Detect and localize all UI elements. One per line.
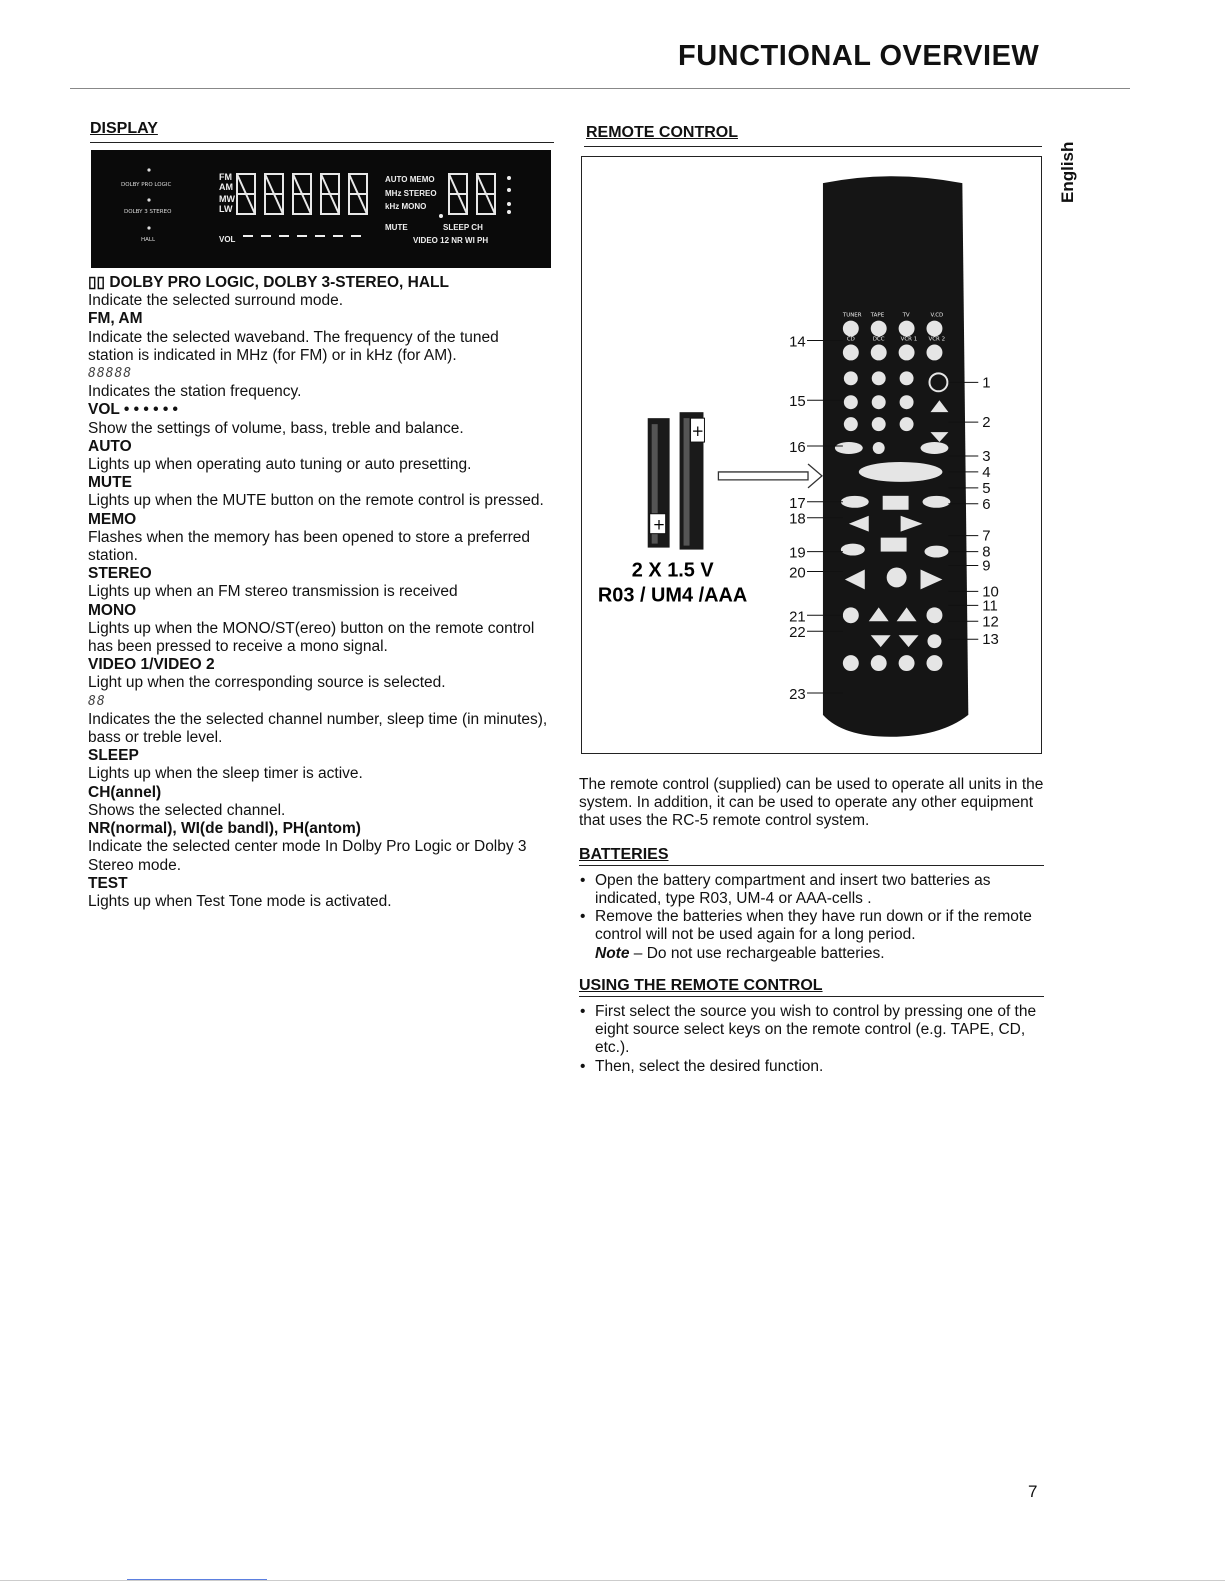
remote-heading-rule <box>584 146 1042 147</box>
remote-illustration <box>581 156 1042 754</box>
batteries-note-text: – Do not use rechargeable batteries. <box>633 944 885 962</box>
using-bullet-1: • First select the source you wish to control by pressing one of the eight source select keys on the remote control (e.g. TAPE, CD, etc.). <box>579 1003 1044 1058</box>
panel-band-lw: LW <box>219 204 233 214</box>
callout-7: 7 <box>982 527 991 545</box>
footer-rule <box>0 1580 1225 1581</box>
entry-desc-center-mode: Indicate the selected center mode In Dolby Pro Logic or Dolby 3 Stereo mode. <box>88 838 527 874</box>
panel-label-dolby-pro-logic: DOLBY PRO LOGIC <box>121 182 172 188</box>
entry-term-video: VIDEO 1/VIDEO 2 <box>88 656 215 674</box>
panel-band-am: AM <box>219 182 233 192</box>
entry-term-fm-am: FM, AM <box>88 310 143 328</box>
using-heading-rule <box>579 996 1044 997</box>
panel-label-hall: HALL <box>141 237 156 243</box>
key-label-vcr2: VCR 2 <box>928 336 946 343</box>
panel-frequency-digits <box>237 174 495 214</box>
key-label-tape: TAPE <box>870 312 885 319</box>
display-heading: DISPLAY <box>90 120 158 137</box>
panel-bottom-row: VIDEO 12 NR WI PH <box>413 236 489 245</box>
entry-term-frequency: 88888 <box>88 366 133 382</box>
key-label-cd: CD <box>846 336 855 343</box>
panel-sleep-ch: SLEEP CH <box>443 223 483 232</box>
panel-mhz-stereo: MHz STEREO <box>385 189 437 198</box>
display-panel-svg <box>91 150 551 268</box>
key-label-dcc: DCC <box>872 336 885 343</box>
remote-description <box>579 776 1044 1076</box>
entry-term-dolby: ▯▯ DOLBY PRO LOGIC, DOLBY 3-STEREO, HALL <box>88 274 449 291</box>
callout-12: 12 <box>982 613 999 631</box>
entry-term-channel: CH(annel) <box>88 783 162 801</box>
callout-20: 20 <box>789 564 806 582</box>
callout-1: 1 <box>982 374 991 392</box>
panel-band-mw: MW <box>219 194 235 204</box>
entry-desc-test: Lights up when Test Tone mode is activated. <box>88 892 392 910</box>
entry-desc-mute: Lights up when the MUTE button on the remote control is pressed. <box>88 492 544 510</box>
language-tab-label: English <box>1058 141 1077 203</box>
entry-term-test: TEST <box>88 874 128 892</box>
entry-term-stereo: STEREO <box>88 565 152 583</box>
callout-6: 6 <box>982 495 991 513</box>
batteries-note-label: Note <box>595 944 630 962</box>
using-heading: USING THE REMOTE CONTROL <box>579 976 823 994</box>
key-label-tuner: TUNER <box>842 312 862 319</box>
entry-term-sleep: SLEEP <box>88 747 139 765</box>
key-label-vcr1: VCR 1 <box>900 336 918 343</box>
page-title: FUNCTIONAL OVERVIEW <box>678 40 1040 72</box>
callout-19: 19 <box>789 544 806 562</box>
entry-desc-frequency: Indicates the station frequency. <box>88 383 302 401</box>
language-tab <box>1050 118 1095 218</box>
panel-vol: VOL <box>219 235 236 244</box>
entry-desc-channel: Shows the selected channel. <box>88 801 286 819</box>
using-list <box>579 1003 1044 1076</box>
callout-17: 17 <box>789 494 806 512</box>
remote-body <box>823 176 968 737</box>
callout-14: 14 <box>789 333 806 351</box>
batteries-list <box>579 872 1044 945</box>
remote-heading: REMOTE CONTROL <box>586 124 738 141</box>
callout-11: 11 <box>982 597 998 615</box>
callout-3: 3 <box>982 447 991 465</box>
callout-4: 4 <box>982 463 991 481</box>
panel-mute: MUTE <box>385 223 408 232</box>
key-label-tv: TV <box>902 312 910 319</box>
remote-intro: The remote control (supplied) can be used to operate all units in the system. In addition, it can be used to operate any other equipment that uses the RC-5 remote control system. <box>579 776 1044 830</box>
display-description <box>88 274 548 911</box>
entry-desc-dolby: Indicate the selected surround mode. <box>88 292 344 310</box>
entry-term-auto: AUTO <box>88 437 132 455</box>
entry-term-mute: MUTE <box>88 474 132 492</box>
battery-spec-voltage: 2 X 1.5 V <box>631 559 714 582</box>
entry-desc-video: Light up when the corresponding source is selected. <box>88 674 446 692</box>
callout-16: 16 <box>789 439 806 457</box>
entry-term-mono: MONO <box>88 601 137 619</box>
callout-10: 10 <box>982 583 999 601</box>
footer-link-rule <box>127 1579 267 1580</box>
using-bullet-2: • Then, select the desired function. <box>579 1058 1044 1076</box>
entry-desc-fm-am: Indicate the selected waveband. The frequency of the tuned station is indicated in MHz (for FM) or in kHz (for AM). <box>88 328 499 364</box>
panel-band-fm: FM <box>219 172 232 182</box>
svg-text:+: + <box>652 515 666 534</box>
entry-desc-stereo: Lights up when an FM stereo transmission is received <box>88 583 458 601</box>
callout-18: 18 <box>789 510 806 528</box>
batteries-heading: BATTERIES <box>579 845 669 863</box>
callout-23: 23 <box>789 685 806 703</box>
entry-desc-vol: Show the settings of volume, bass, treble and balance. <box>88 419 464 437</box>
battery-illustration <box>648 412 822 549</box>
callout-9: 9 <box>982 557 991 575</box>
callout-2: 2 <box>982 414 991 432</box>
entry-term-memo: MEMO <box>88 510 137 528</box>
batteries-bullet-2: • Remove the batteries when they have run down or if the remote control will not be used again for a long period. <box>579 908 1044 944</box>
entry-desc-auto: Lights up when operating auto tuning or auto presetting. <box>88 456 472 474</box>
entry-desc-memo: Flashes when the memory has been opened to store a preferred station. <box>88 528 531 565</box>
callout-22: 22 <box>789 624 806 642</box>
entry-term-center-mode: NR(normal), WI(de bandl), PH(antom) <box>88 820 361 838</box>
entry-term-channel-digits: 88 <box>88 693 106 709</box>
callout-8: 8 <box>982 543 991 561</box>
header-rule <box>70 88 1130 89</box>
callout-15: 15 <box>789 393 806 411</box>
panel-khz-mono: kHz MONO <box>385 202 427 211</box>
batteries-bullet-1: • Open the battery compartment and insert two batteries as indicated, type R03, UM-4 or AAA-cells . <box>579 872 1044 908</box>
callout-13: 13 <box>982 631 999 649</box>
page-number: 7 <box>1028 1482 1038 1501</box>
remote-illustration-svg <box>582 157 1041 753</box>
display-panel-illustration <box>91 150 551 268</box>
callout-21: 21 <box>789 608 806 626</box>
callout-5: 5 <box>982 479 991 497</box>
entry-desc-sleep: Lights up when the sleep timer is active. <box>88 765 363 783</box>
entry-desc-channel-digits: Indicates the the selected channel number, sleep time (in minutes), bass or treble level. <box>88 710 548 747</box>
display-heading-rule <box>90 142 554 143</box>
entry-desc-mono: Lights up when the MONO/ST(ereo) button on the remote control has been pressed to receive a mono signal. <box>88 619 535 656</box>
panel-auto-memo: AUTO MEMO <box>385 175 435 184</box>
battery-spec-type: R03 / UM4 /AAA <box>597 584 748 607</box>
batteries-heading-rule <box>579 865 1044 866</box>
key-label-vcd: V.CD <box>930 312 944 319</box>
svg-text:+: + <box>691 422 705 441</box>
entry-term-vol: VOL • • • • • • <box>88 401 178 419</box>
batteries-note <box>579 945 1044 963</box>
panel-label-dolby-3-stereo: DOLBY 3 STEREO <box>124 209 172 215</box>
